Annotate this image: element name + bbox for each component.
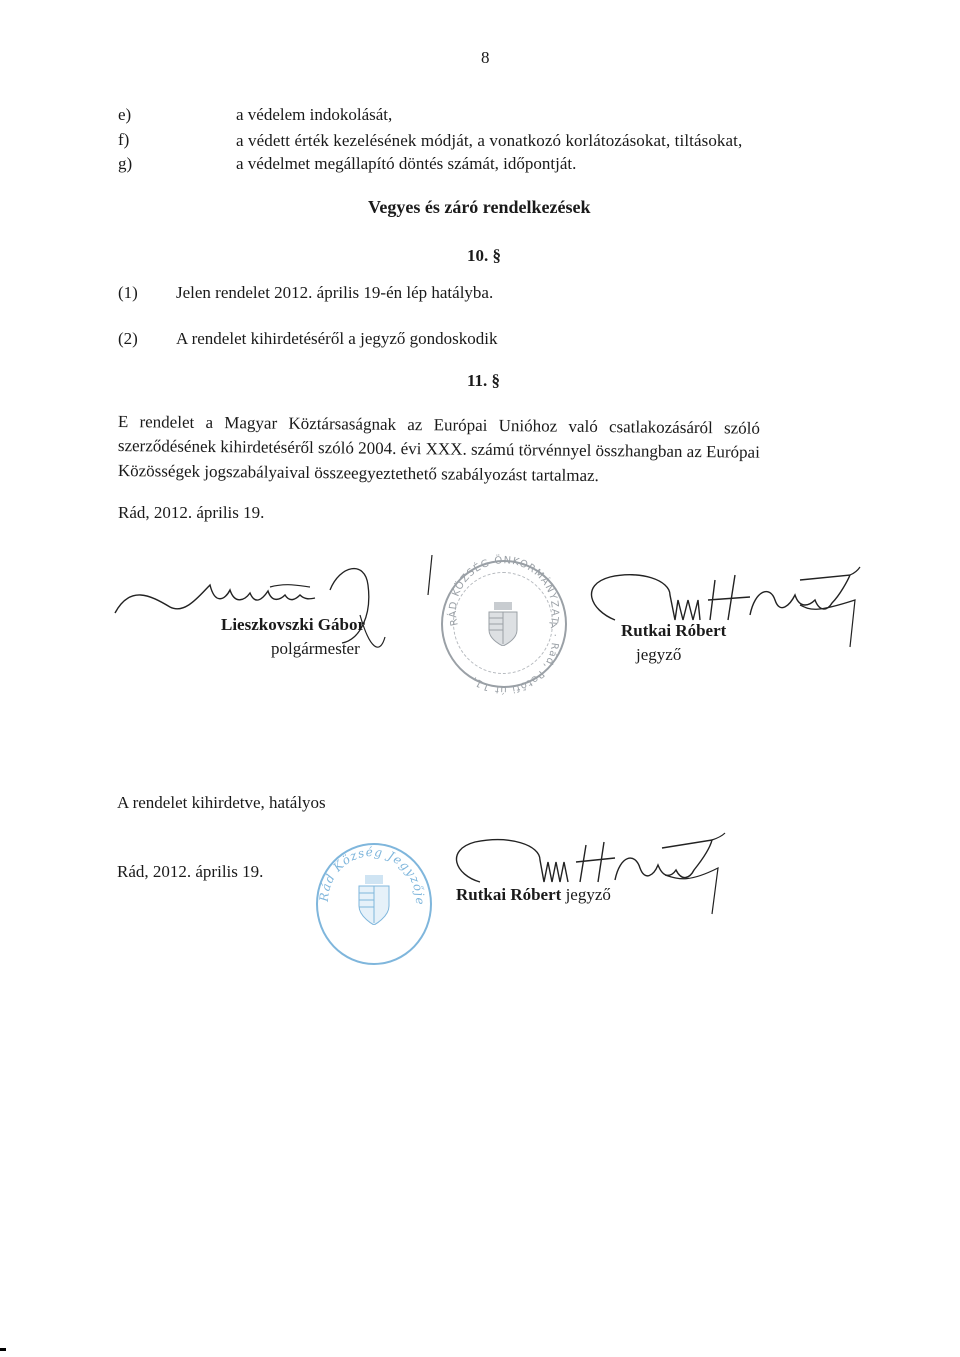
- section-11-title: 11. §: [467, 371, 501, 390]
- list-item-label-f: f): [118, 130, 130, 149]
- list-item-text-f: a védett érték kezelésének módját, a vonatkozó korlátozásokat, tiltásokat,: [236, 131, 743, 150]
- paragraph-2-number: (2): [118, 329, 138, 348]
- section-11-line-3: Közösségek jogszabályaival összeegyeztethető szabályozást tartalmaz.: [117, 461, 599, 486]
- clerk-stamp-text: [316, 843, 428, 961]
- paragraph-1-text: Jelen rendelet 2012. április 19-én lép hatályba.: [176, 283, 494, 302]
- mayor-title: polgármester: [271, 639, 360, 658]
- clerk-title: jegyző: [636, 645, 682, 664]
- clerk-name: Rutkai Róbert: [621, 621, 727, 640]
- list-item-text-e: a védelem indokolását,: [236, 105, 393, 124]
- publication-clerk-name: Rutkai Róbert: [456, 885, 562, 904]
- place-date: Rád, 2012. április 19.: [118, 503, 265, 522]
- clerk-handwritten-signature: [440, 830, 770, 920]
- mayor-name: Lieszkovszki Gábor: [221, 615, 366, 634]
- publication-clerk-signature-line: [456, 885, 611, 905]
- list-item-label-e: e): [118, 105, 132, 124]
- publication-place-date: Rád, 2012. április 19.: [117, 862, 264, 881]
- section-10-title: 10. §: [467, 246, 501, 265]
- section-11-line-1: E rendelet a Magyar Köztársaságnak az Európai Unióhoz való csatlakozásáról szóló: [117, 412, 761, 438]
- list-item-text-g: a védelmet megállapító döntés számát, időpontját.: [236, 154, 577, 173]
- section-heading: Vegyes és záró rendelkezések: [368, 197, 591, 217]
- svg-text:RÁD KÖZSÉG ÖNKORMÁNYZATA · Rád: RÁD KÖZSÉG ÖNKORMÁNYZATA · Rád, Petőfi út 11.: [447, 555, 561, 695]
- publication-clerk-title: jegyző: [565, 885, 611, 904]
- paragraph-2-text: A rendelet kihirdetéséről a jegyző gondoskodik: [176, 329, 498, 348]
- paragraph-1-number: (1): [118, 283, 138, 302]
- scan-mark: [0, 1348, 6, 1351]
- page-number: 8: [481, 48, 490, 67]
- section-11-line-2: szerződésének kihirdetéséről szóló 2004. évi XXX. számú törvénnyel összhangban az Európai: [117, 436, 760, 462]
- municipal-stamp-text: [444, 545, 564, 695]
- svg-text:Rád Község Jegyzője: Rád Község Jegyzője: [316, 844, 428, 906]
- publication-label: A rendelet kihirdetve, hatályos: [117, 793, 326, 812]
- list-item-label-g: g): [118, 154, 133, 173]
